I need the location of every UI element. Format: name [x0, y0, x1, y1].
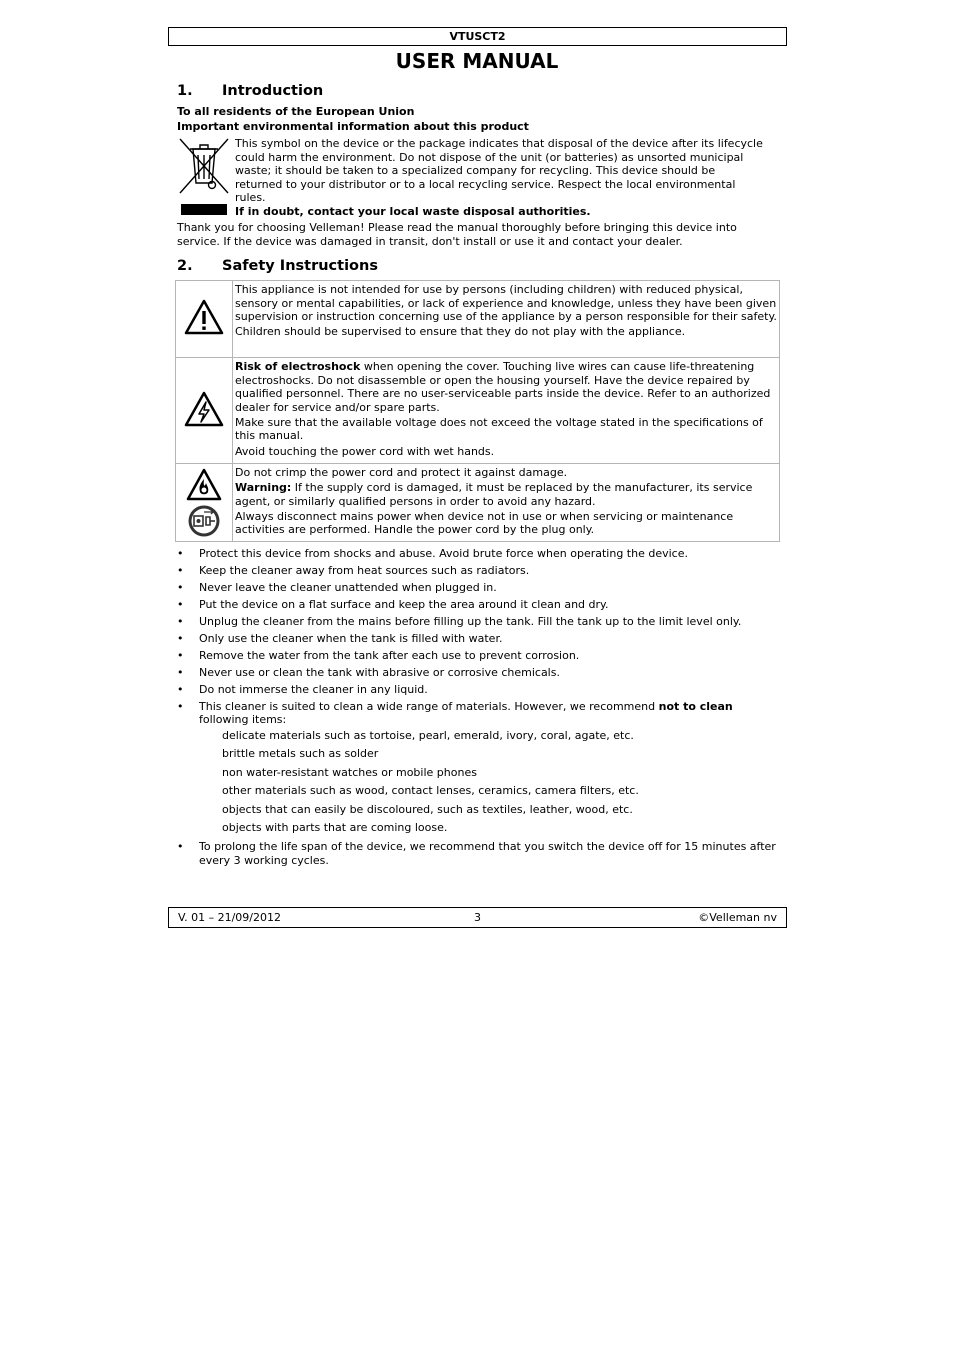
- icon-cell: [176, 281, 233, 358]
- sublist-item: non water-resistant watches or mobile phones: [222, 765, 477, 779]
- cord-warning-rest: If the supply cord is damaged, it must be replaced by the manufacturer, its service agent, or similarly qualified persons in order to avoid any hazard.: [235, 481, 753, 508]
- wet-hands-text: Avoid touching the power cord with wet hands.: [235, 444, 495, 458]
- page-footer: [168, 907, 787, 928]
- sublist-item: delicate materials such as tortoise, pearl, emerald, ivory, coral, agate, etc.: [222, 729, 634, 743]
- page-title: USER MANUAL: [395, 49, 559, 73]
- electroshock-bold: Risk of electroshock: [235, 360, 361, 373]
- list-item-text: Protect this device from shocks and abuse. Avoid brute force when operating the device.: [199, 547, 688, 560]
- list-item: [177, 840, 777, 867]
- list-item-text: Keep the cleaner away from heat sources such as radiators.: [199, 563, 530, 577]
- list-item-text: Put the device on a flat surface and keep the area around it clean and dry.: [199, 597, 609, 611]
- unplug-icon: [187, 504, 221, 538]
- safety-bullet-list: [177, 547, 777, 871]
- model-name: VTUSCT2: [449, 30, 506, 43]
- crimp-text: Do not crimp the power cord and protect it against damage.: [235, 466, 568, 479]
- section-heading-safety: [177, 258, 378, 274]
- thanks-line: service. If the device was damaged in transit, don't install or use it and contact your dealer.: [177, 234, 683, 248]
- sublist-item: other materials such as wood, contact lenses, ceramics, camera filters, etc.: [222, 784, 639, 798]
- list-item-text: To prolong the life span of the device, we recommend that you switch the device off for 15 minutes after every 3 working cycles.: [199, 840, 776, 868]
- list-item-text: Unplug the cleaner from the mains before filling up the tank. Fill the tank up to the limit level only.: [199, 614, 742, 628]
- fire-hazard-icon: [186, 468, 222, 502]
- text-cell: [233, 464, 780, 542]
- bullet-dot: •: [177, 597, 184, 611]
- list-item-text: Do not immerse the cleaner in any liquid.: [199, 682, 428, 696]
- bullet-dot: •: [177, 580, 184, 594]
- weee-line: waste; it should be taken to a specialized company for recycling. This device should be: [235, 164, 716, 178]
- weee-bold-note: If in doubt, contact your local waste disposal authorities.: [235, 205, 591, 218]
- model-header: [168, 27, 787, 46]
- list-item-text: Never leave the cleaner unattended when plugged in.: [199, 580, 497, 594]
- safety-row-power-cord: [176, 464, 780, 542]
- list-item-materials: [177, 700, 777, 835]
- section-title: Safety Instructions: [222, 258, 378, 274]
- weee-line: rules.: [235, 191, 266, 205]
- electroshock-rest: when opening the cover. Touching live wires can cause life-threatening electroshocks. Do not disassemble or open the housing yourself. Have the device repaired by qualified personnel. There are no user-serviceable parts inside the device. Refer to an authorized dealer for service and/or spare parts.: [235, 360, 771, 414]
- env-info-line: Important environmental information about this product: [177, 120, 529, 133]
- electroshock-text: [235, 360, 777, 414]
- bullet-dot: •: [177, 631, 184, 645]
- sublist-item: objects that can easily be discoloured, such as textiles, leather, wood, etc.: [222, 802, 633, 816]
- bullet-dot: •: [177, 682, 184, 696]
- voltage-text: Make sure that the available voltage does not exceed the voltage stated in the specifications of this manual.: [235, 415, 763, 443]
- thanks-line: Thank you for choosing Velleman! Please read the manual thoroughly before bringing this device into: [177, 221, 737, 234]
- text-cell: [233, 358, 780, 464]
- safety-table: [175, 280, 780, 542]
- weee-paragraph: [235, 137, 763, 205]
- list-item-text: Only use the cleaner when the tank is filled with water.: [199, 631, 503, 645]
- icon-cell: [176, 464, 233, 542]
- icon-cell: [176, 358, 233, 464]
- cord-warning-text: [235, 481, 777, 508]
- list-item-text: Never use or clean the tank with abrasive or corrosive chemicals.: [199, 665, 560, 679]
- list-item: [177, 598, 777, 612]
- list-item: [177, 564, 777, 578]
- electric-hazard-icon: [184, 391, 224, 427]
- list-item: [177, 547, 777, 561]
- bullet-dot: •: [177, 699, 184, 713]
- thanks-paragraph: [177, 221, 737, 248]
- section-heading-introduction: [177, 83, 323, 99]
- disconnect-text: Always disconnect mains power when device not in use or when servicing or maintenance activities are performed. Handle the power cord by the plug only.: [235, 509, 734, 537]
- sublist-item: objects with parts that are coming loose.: [222, 821, 448, 835]
- footer-version: V. 01 – 21/09/2012: [178, 911, 281, 924]
- footer-copyright: ©Velleman nv: [698, 911, 777, 924]
- sublist-item: brittle metals such as solder: [222, 747, 379, 761]
- footer-page-number: 3: [474, 911, 481, 924]
- safety-row-electroshock: [176, 358, 780, 464]
- safety-row-general: [176, 281, 780, 358]
- list-item: [177, 632, 777, 646]
- list-item: [177, 649, 777, 663]
- list-item: [177, 615, 777, 629]
- section-number: 1.: [177, 83, 193, 99]
- weee-underline-bar: [181, 204, 227, 215]
- text-cell: [233, 281, 780, 358]
- weee-line: returned to your distributor or to a local recycling service. Respect the local environmental: [235, 177, 736, 191]
- materials-text-end: following items:: [199, 713, 287, 727]
- materials-bold: not to clean: [658, 699, 733, 713]
- bullet-dot: •: [177, 547, 184, 560]
- list-item: [177, 683, 777, 697]
- section-number: 2.: [177, 258, 193, 274]
- list-item-text: Remove the water from the tank after each use to prevent corrosion.: [199, 648, 580, 662]
- weee-line: could harm the environment. Do not dispose of the unit (or batteries) as unsorted municipal: [235, 150, 744, 164]
- list-item: [177, 581, 777, 595]
- weee-bin-icon: [178, 137, 230, 195]
- eu-residents-line: To all residents of the European Union: [177, 105, 415, 118]
- bullet-dot: •: [177, 563, 184, 577]
- cord-warning-bold: Warning:: [235, 481, 292, 495]
- materials-sublist: [199, 729, 777, 834]
- bullet-dot: •: [177, 840, 184, 854]
- warning-triangle-icon: [184, 299, 224, 335]
- safety-general-text: This appliance is not intended for use by persons (including children) with reduced physical, sensory or mental capabilities, or lack of experience and knowledge, unless they have been given supervision or instruction concerning use of the appliance by a person responsible for their safety.: [235, 283, 777, 324]
- weee-line: This symbol on the device or the package indicates that disposal of the device after its lifecycle: [235, 137, 763, 150]
- list-item: [177, 666, 777, 680]
- section-title: Introduction: [222, 83, 324, 99]
- bullet-dot: •: [177, 665, 184, 679]
- safety-children-text: Children should be supervised to ensure that they do not play with the appliance.: [235, 325, 686, 339]
- bullet-dot: •: [177, 648, 184, 662]
- bullet-dot: •: [177, 614, 184, 628]
- materials-text: This cleaner is suited to clean a wide range of materials. However, we recommend: [199, 699, 659, 713]
